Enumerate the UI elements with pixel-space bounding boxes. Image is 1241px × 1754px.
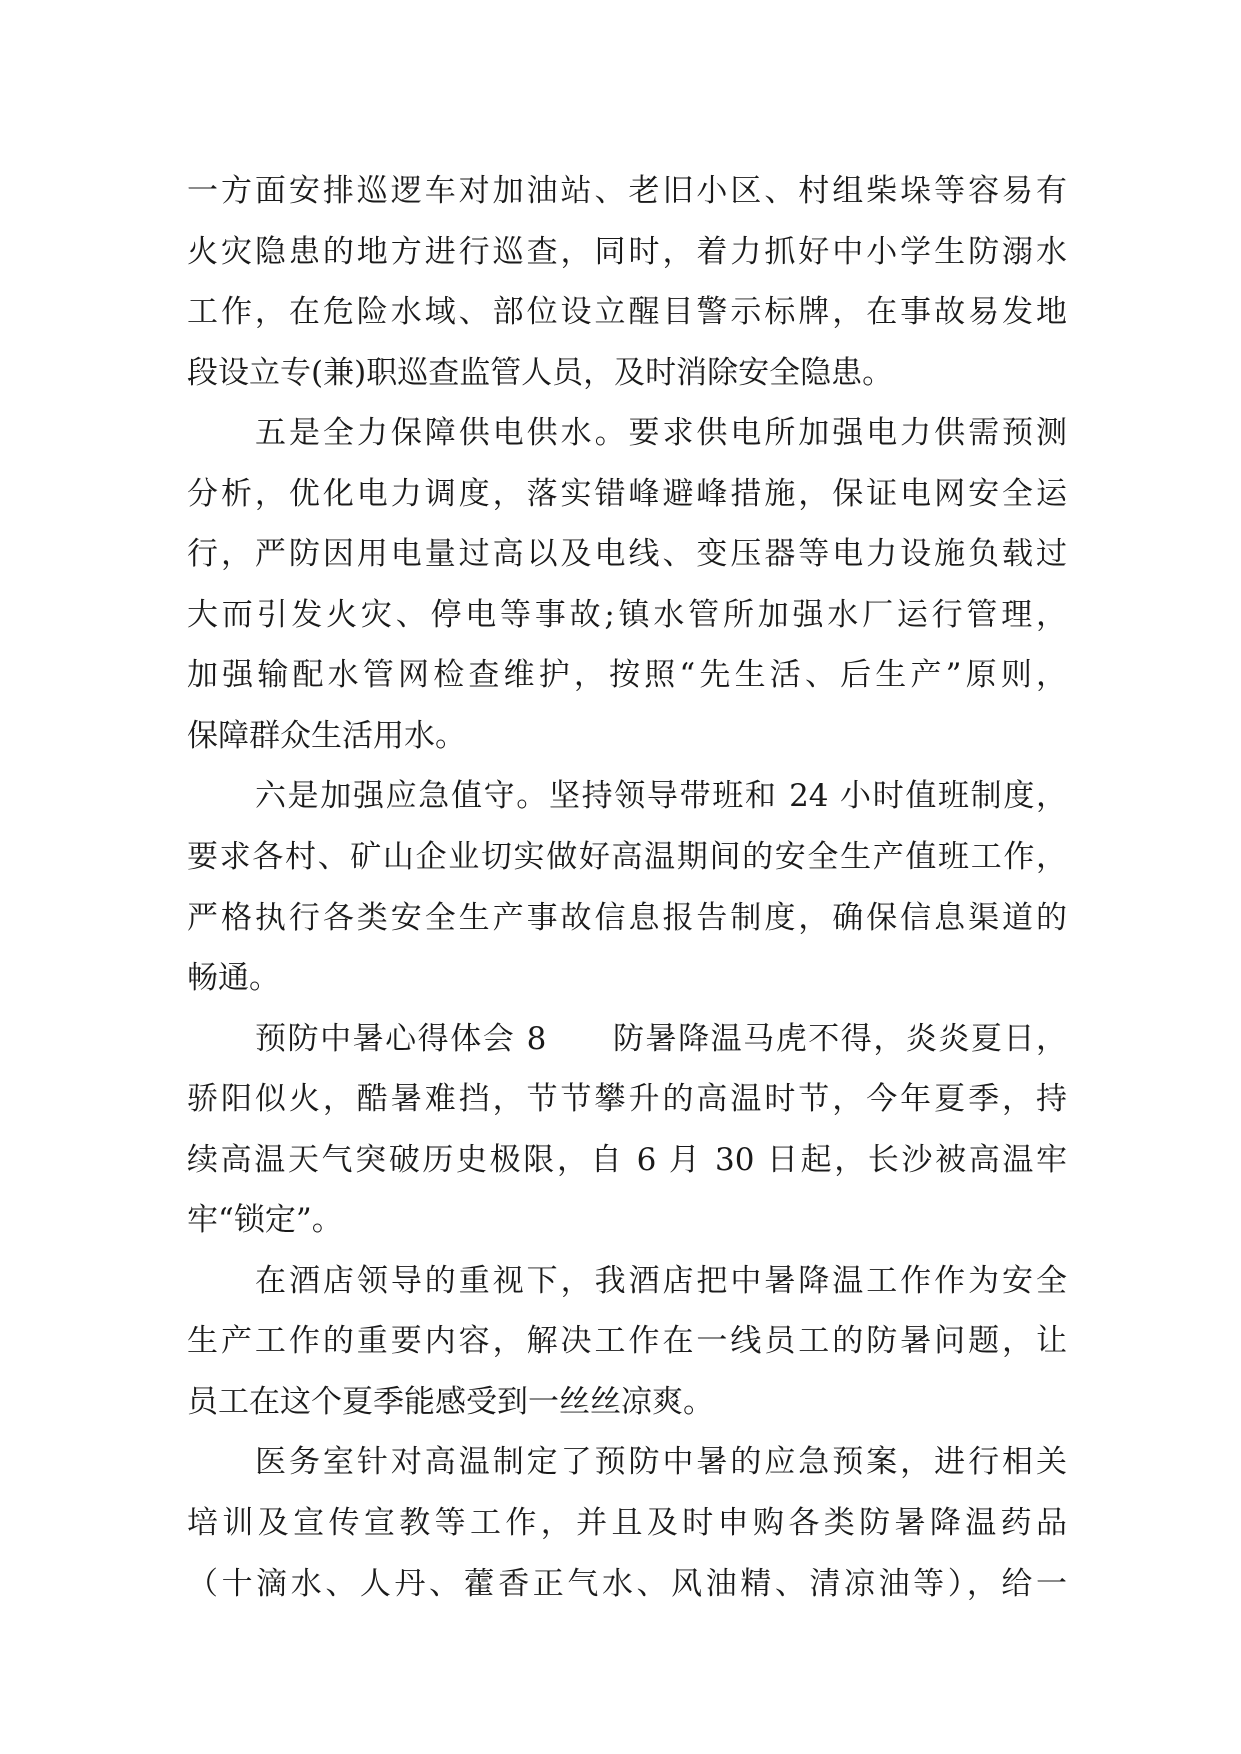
text-line: 加强输配水管网检查维护，按照“先生活、后生产”原则，	[187, 657, 1067, 694]
text-line: 续高温天气突破历史极限，自 6 月 30 日起，长沙被高温牢	[187, 1141, 1067, 1178]
text-line: 一方面安排巡逻车对加油站、老旧小区、村组柴垛等容易有	[187, 173, 1067, 209]
paragraph-start-line: 医务室针对高温制定了预防中暑的应急预案，进行相关	[255, 1444, 1067, 1481]
text-line: 火灾隐患的地方进行巡查，同时，着力抓好中小学生防溺水	[187, 233, 1067, 270]
text-line: 要求各村、矿山企业切实做好高温期间的安全生产值班工作，	[187, 839, 1067, 876]
text-line: 员工在这个夏季能感受到一丝丝凉爽。	[187, 1383, 714, 1420]
paragraph-start-line: 在酒店领导的重视下，我酒店把中暑降温工作作为安全	[255, 1262, 1067, 1299]
paragraph-start-line: 六是加强应急值守。坚持领导带班和 24 小时值班制度，	[255, 778, 1067, 815]
text-line: 培训及宣传宣教等工作，并且及时申购各类防暑降温药品	[187, 1505, 1067, 1542]
text-line: 大而引发火灾、停电等事故;镇水管所加强水厂运行管理，	[187, 596, 1067, 633]
text-line: 生产工作的重要内容，解决工作在一线员工的防暑问题，让	[187, 1323, 1067, 1360]
text-line: 段设立专(兼)职巡查监管人员，及时消除安全隐患。	[187, 354, 894, 391]
text-line: 牢“锁定”。	[187, 1202, 343, 1239]
text-line: 畅通。	[187, 960, 280, 997]
text-line: 保障群众生活用水。	[187, 717, 466, 754]
text-line: 工作，在危险水域、部位设立醒目警示标牌，在事故易发地	[187, 294, 1067, 331]
paragraph-start-line: 五是全力保障供电供水。要求供电所加强电力供需预测	[255, 415, 1067, 452]
body-text	[187, 161, 1067, 1614]
paragraph-start-line: 预防中暑心得体会 8 防暑降温马虎不得，炎炎夏日，	[255, 1020, 1067, 1057]
text-line: 骄阳似火，酷暑难挡，节节攀升的高温时节，今年夏季，持	[187, 1081, 1067, 1118]
text-line: 行，严防因用电量过高以及电线、变压器等电力设施负载过	[187, 536, 1067, 573]
text-line: 严格执行各类安全生产事故信息报告制度，确保信息渠道的	[187, 899, 1067, 936]
text-line: 分析，优化电力调度，落实错峰避峰措施，保证电网安全运	[187, 475, 1067, 512]
text-line: （十滴水、人丹、藿香正气水、风油精、清凉油等），给一	[187, 1565, 1067, 1602]
